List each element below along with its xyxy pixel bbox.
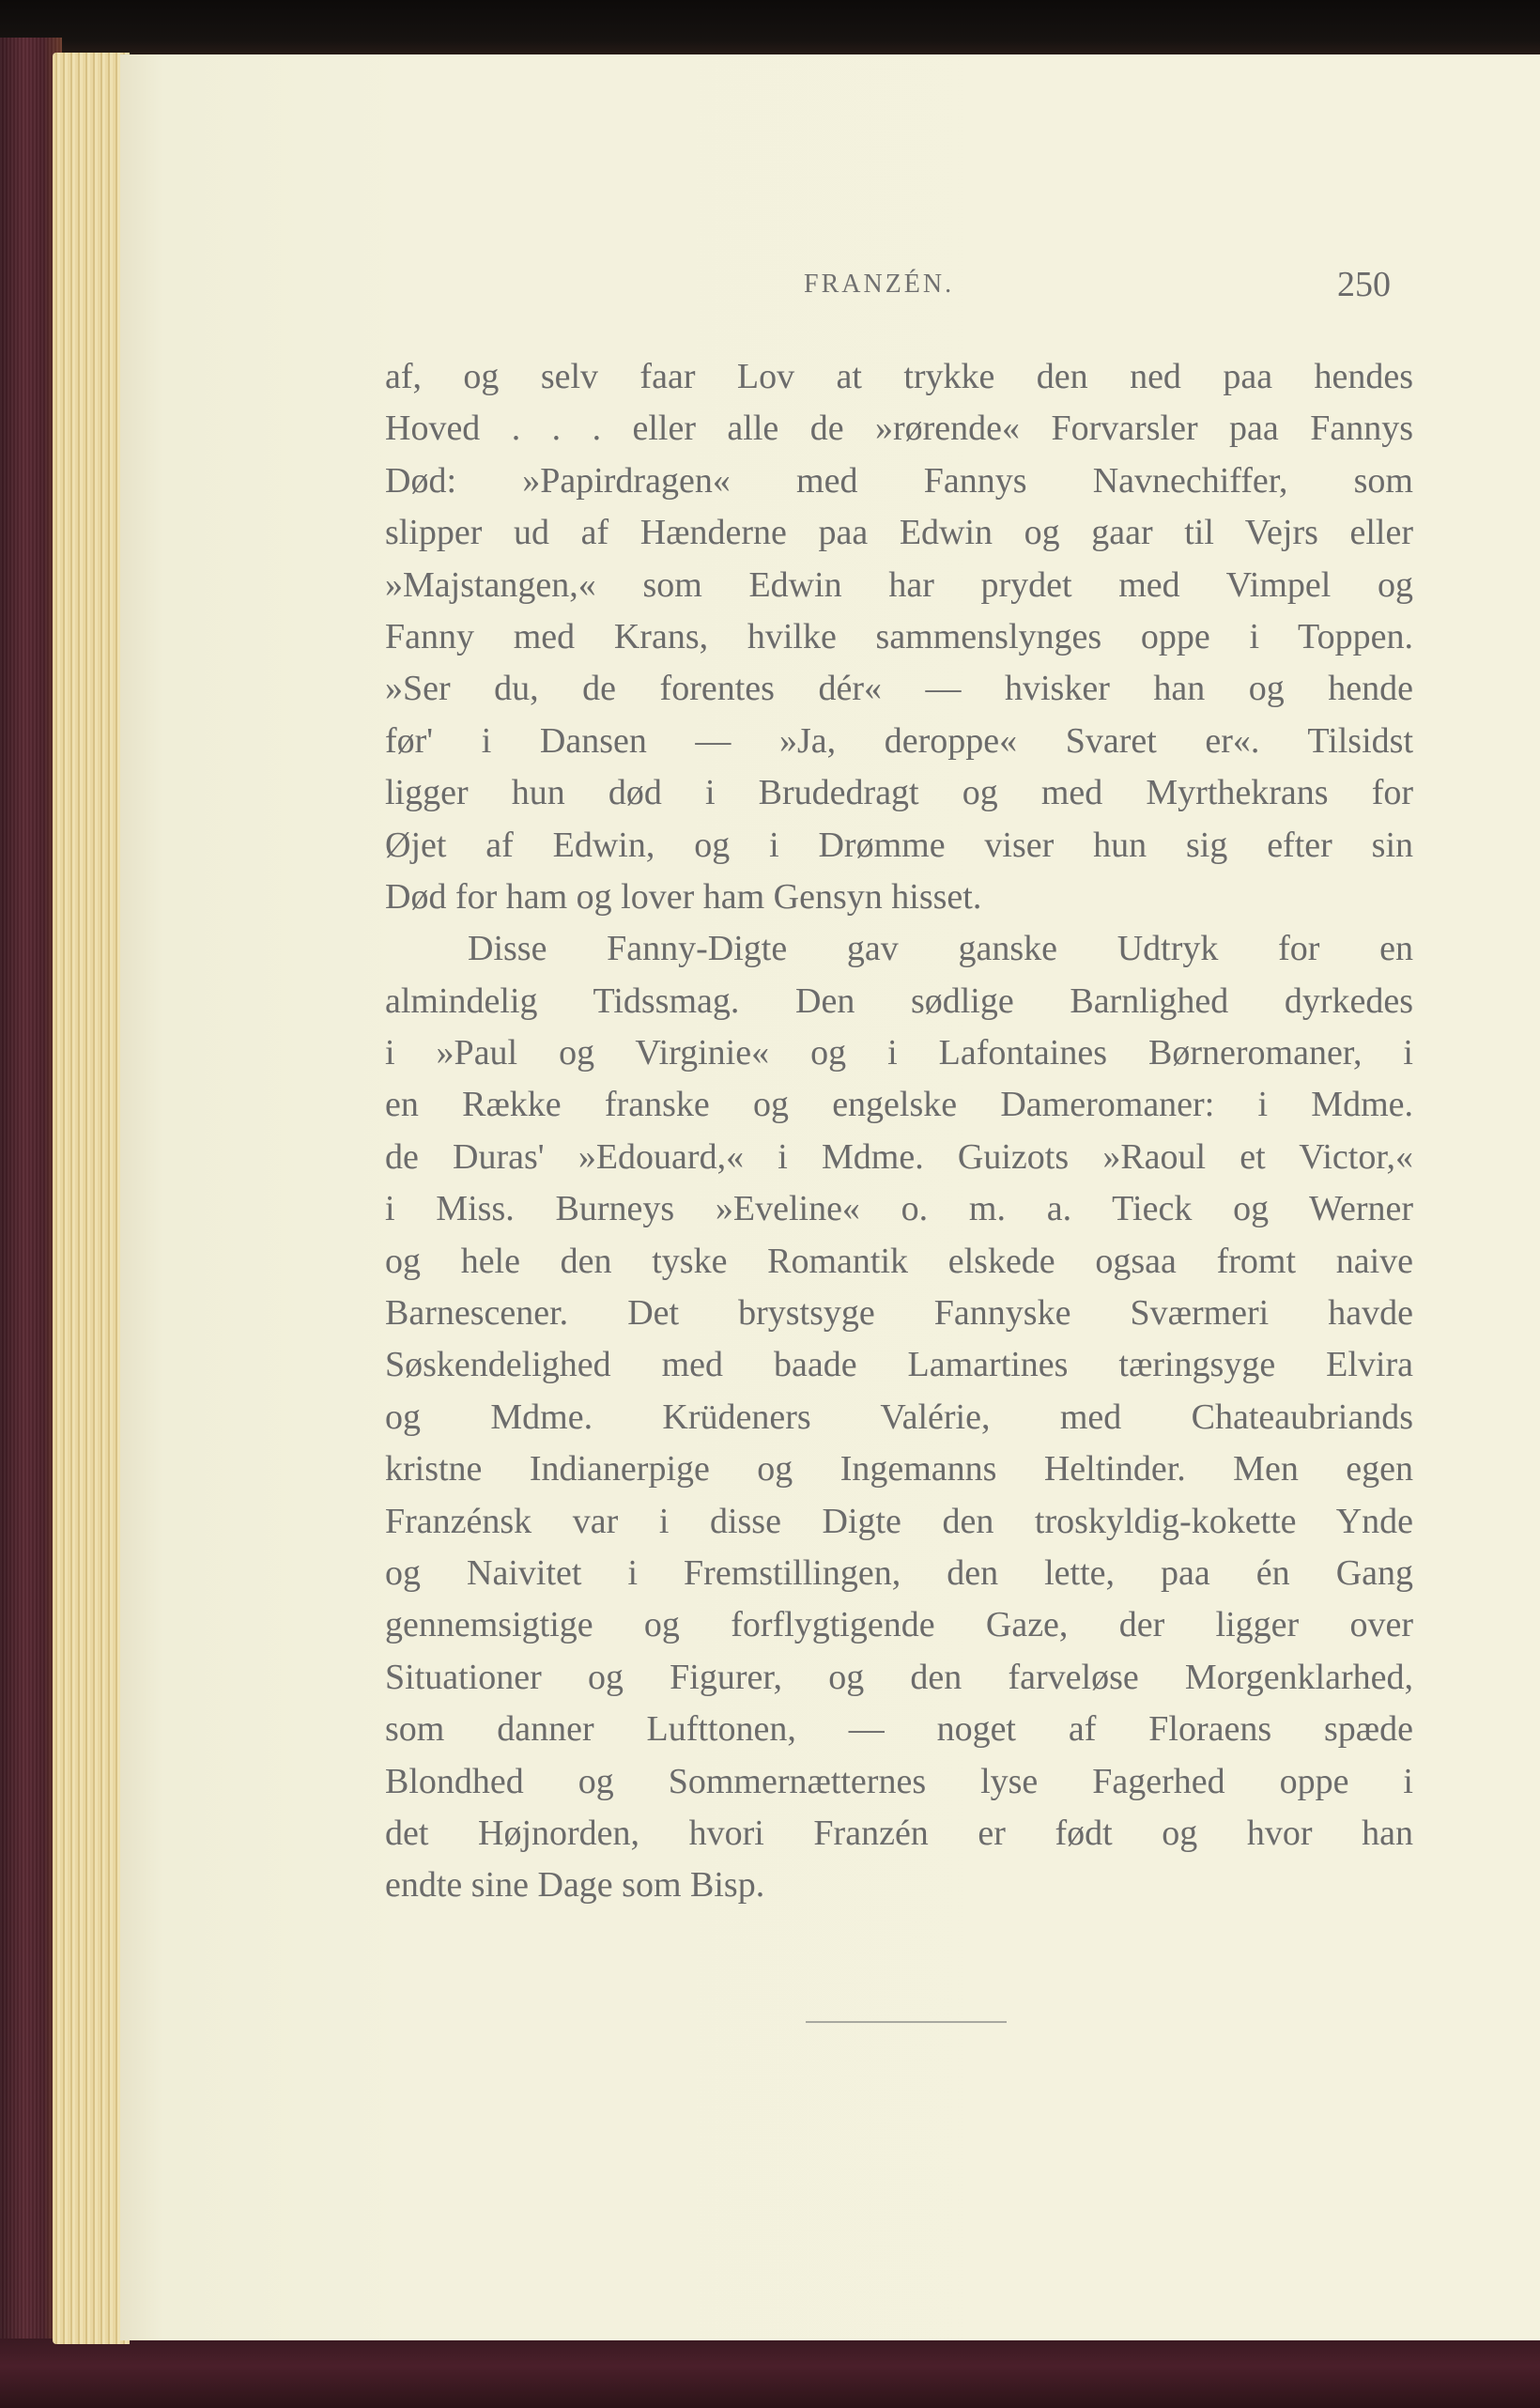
text-line: og Naivitet i Fremstillingen, den lette, paa én Gang [385,1552,1413,1593]
text-line: i »Paul og Virginie« og i Lafontaines Børneromaner, i [385,1033,1413,1073]
text-line: før' i Dansen — »Ja, deroppe« Svaret er«. Tilsidst [385,720,1413,761]
text-line: »Ser du, de forentes dér« — hvisker han og hende [385,669,1413,709]
text-line: af, og selv faar Lov at trykke den ned paa hendes [385,357,1413,396]
text-line: Hoved . . . eller alle de »rørende« Forvarsler paa Fannys [385,409,1413,449]
body-text [385,351,1413,1912]
section-end-rule [806,2021,1007,2023]
text-line: i Miss. Burneys »Eveline« o. m. a. Tieck og Werner [385,1189,1413,1229]
text-line: Øjet af Edwin, og i Drømme viser hun sig efter sin [385,825,1413,865]
paragraph-last-line: endte sine Dage som Bisp. [385,1865,765,1906]
top-book-edge [0,0,1540,58]
text-line: kristne Indianerpige og Ingemanns Heltinder. Men egen [385,1449,1413,1490]
text-line: »Majstangen,« som Edwin har prydet med Vimpel og [385,564,1413,605]
paragraph-first-line: Disse Fanny-Digte gav ganske Udtryk for en [468,929,1413,969]
text-line: Barnescener. Det brystsyge Fannyske Sværmeri havde [385,1293,1413,1334]
text-line: de Duras' »Edouard,« i Mdme. Guizots »Raoul et Victor,« [385,1136,1413,1177]
text-line: Blondhed og Sommernætternes lyse Fagerhed oppe i [385,1761,1413,1801]
text-line: Situationer og Figurer, og den farveløse Morgenklarhed, [385,1657,1413,1697]
text-line: Søskendelighed med baade Lamartines tæringsyge Elvira [385,1345,1413,1385]
text-line: Død: »Papirdragen« med Fannys Navnechiffer, som [385,460,1413,501]
text-line: gennemsigtige og forflygtigende Gaze, der ligger over [385,1605,1413,1645]
page-header [0,266,1540,313]
text-line: og Mdme. Krüdeners Valérie, med Chateaubriands [385,1397,1413,1437]
text-line: og hele den tyske Romantik elskede ogsaa fromt naive [385,1241,1413,1281]
page-stack-edge [53,53,130,2344]
text-line: en Række franske og engelske Dameromaner: i Mdme. [385,1085,1413,1125]
text-line: Franzénsk var i disse Digte den troskyldig-kokette Ynde [385,1501,1413,1541]
running-head: FRANZÉN. [804,270,955,299]
bottom-book-edge [0,2339,1540,2408]
text-line: som danner Lufttonen, — noget af Floraens spæde [385,1709,1413,1750]
text-line: ligger hun død i Brudedragt og med Myrthekrans for [385,773,1413,813]
paragraph-last-line: Død for ham og lover ham Gensyn hisset. [385,876,982,917]
text-line: slipper ud af Hænderne paa Edwin og gaar til Vejrs eller [385,513,1413,553]
text-line: det Højnorden, hvori Franzén er født og hvor han [385,1813,1413,1853]
text-line: Fanny med Krans, hvilke sammenslynges oppe i Toppen. [385,616,1413,656]
page-number: 250 [1337,265,1391,304]
text-line: almindelig Tidssmag. Den sødlige Barnlighed dyrkedes [385,980,1413,1021]
